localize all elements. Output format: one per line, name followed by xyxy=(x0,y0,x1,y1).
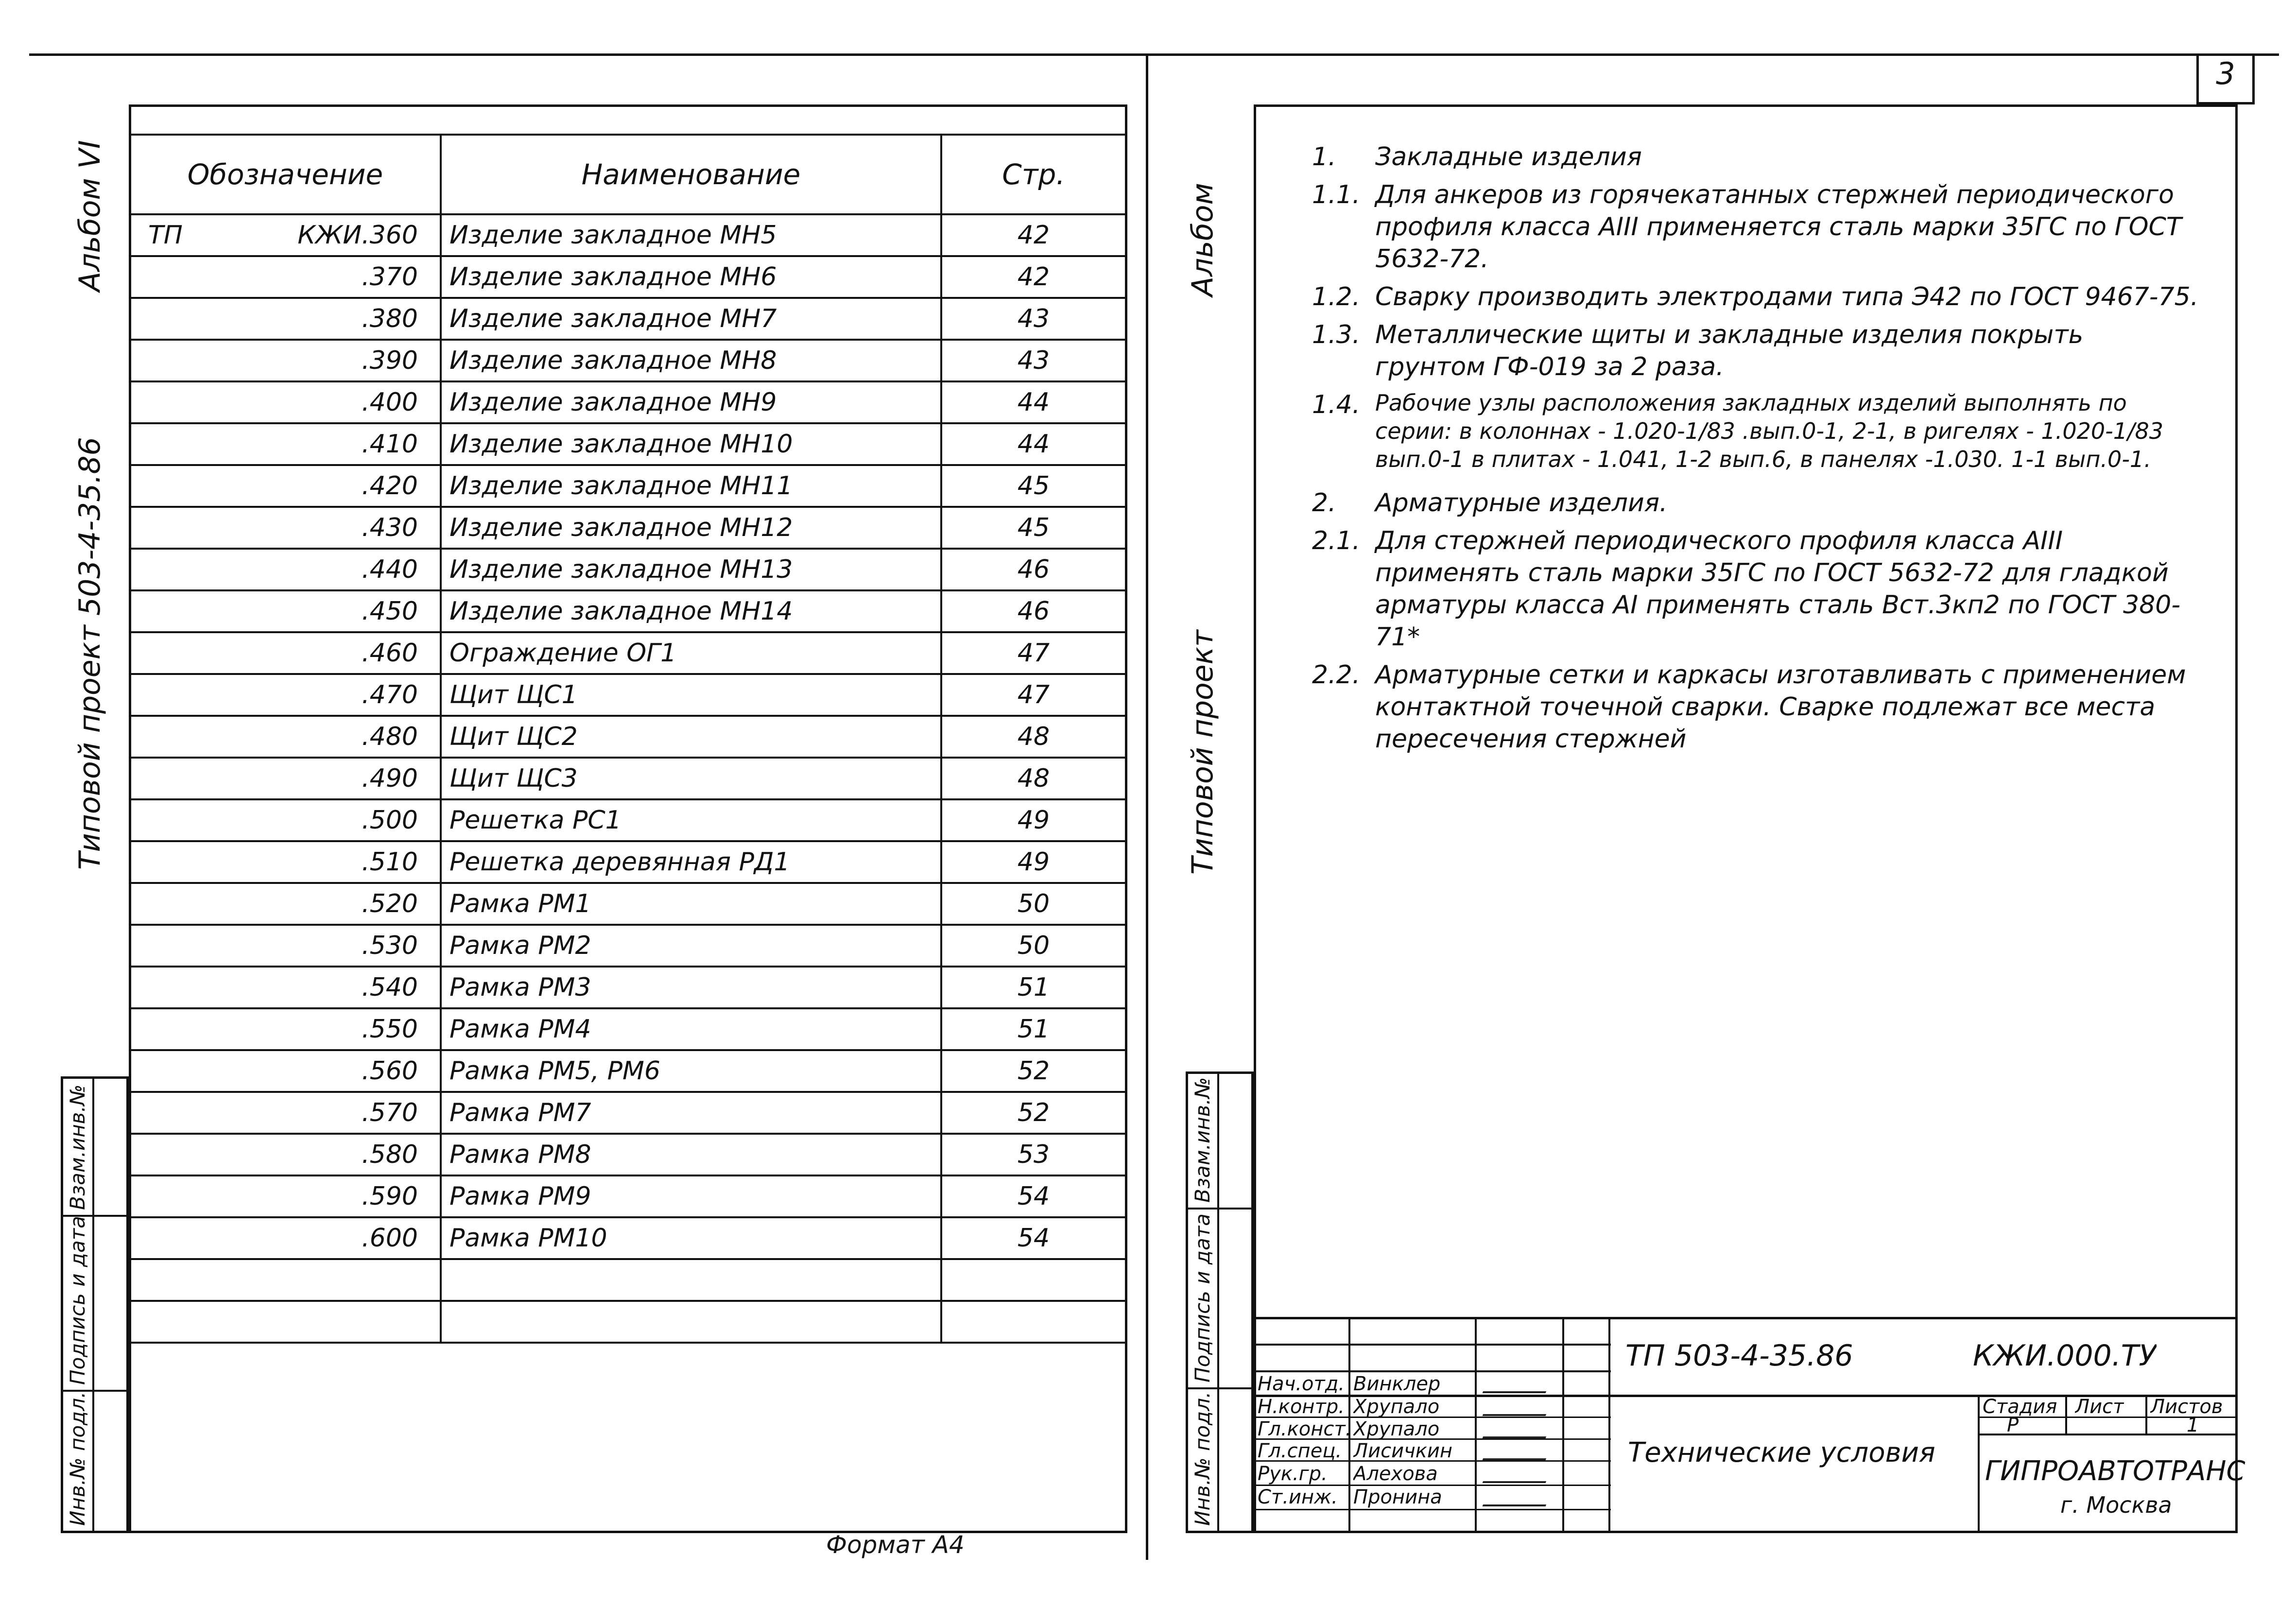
stamp-role: Гл.конст. xyxy=(1258,1418,1352,1440)
empty-cell xyxy=(941,1301,1126,1343)
note-number: 1.1. xyxy=(1312,180,1361,209)
stamp-org: ГИПРОАВТОТРАНС xyxy=(1985,1455,2245,1487)
row-designation xyxy=(130,925,441,967)
table-row xyxy=(130,1175,1126,1217)
note-item xyxy=(1312,525,2201,653)
row-name: Изделие закладное МН7 xyxy=(441,298,941,340)
row-page: 42 xyxy=(941,214,1126,256)
row-name: Ограждение ОГ1 xyxy=(441,632,941,674)
stamp-person-name: Винклер xyxy=(1353,1373,1441,1395)
signature-mark xyxy=(1483,1495,1550,1506)
row-designation xyxy=(130,549,441,590)
row-name: Рамка РМ3 xyxy=(441,967,941,1008)
note-number: 1.3. xyxy=(1312,320,1361,349)
table-row xyxy=(130,841,1126,883)
note-item xyxy=(1312,319,2201,383)
note-number: 1. xyxy=(1312,142,1336,172)
row-name: Щит ЩС3 xyxy=(441,758,941,799)
row-designation xyxy=(130,590,441,632)
designation-code: .600 xyxy=(362,1224,418,1253)
stamp-person-name: Хрупало xyxy=(1353,1396,1440,1418)
designation-code: .550 xyxy=(362,1015,418,1044)
row-name: Рамка РМ4 xyxy=(441,1008,941,1050)
row-name: Рамка РМ2 xyxy=(441,925,941,967)
stamp-project-code: ТП 503-4-35.86 xyxy=(1625,1339,1853,1373)
top-border-left xyxy=(29,53,1147,56)
row-name: Рамка РМ8 xyxy=(441,1134,941,1175)
table-row xyxy=(130,967,1126,1008)
designation-code: .410 xyxy=(362,430,418,459)
table-row xyxy=(130,883,1126,925)
table-row xyxy=(130,298,1126,340)
stamp-sheets-value: 1 xyxy=(2187,1414,2199,1436)
designation-code: .560 xyxy=(362,1056,418,1086)
row-designation xyxy=(130,340,441,381)
page-divider xyxy=(1146,53,1148,1560)
note-text: Металлические щиты и закладные изделия покрыть грунтом ГФ-019 за 2 раза. xyxy=(1375,320,2084,381)
table-row xyxy=(130,381,1126,423)
designation-code: .570 xyxy=(362,1098,418,1127)
row-designation xyxy=(130,465,441,507)
note-item xyxy=(1312,141,2201,173)
stamp-rule xyxy=(1254,1370,1611,1372)
note-text: Закладные изделия xyxy=(1375,142,1642,172)
stamp-person-name: Алехова xyxy=(1353,1463,1438,1485)
table-row xyxy=(130,549,1126,590)
stamp-person-name: Лисичкин xyxy=(1353,1440,1453,1462)
stamp-rule xyxy=(1562,1317,1564,1533)
signature-mark xyxy=(1483,1404,1550,1416)
row-designation xyxy=(130,1092,441,1134)
note-item xyxy=(1312,487,2201,519)
note-text: Арматурные изделия. xyxy=(1375,488,1668,518)
right-inv-no-label: Инв.№ подл. xyxy=(1191,1391,1214,1526)
margin-rule xyxy=(92,1076,94,1533)
row-name: Изделие закладное МН8 xyxy=(441,340,941,381)
designation-code: .380 xyxy=(362,304,418,333)
row-designation xyxy=(130,1008,441,1050)
stamp-role: Ст.инж. xyxy=(1258,1486,1338,1508)
left-project-label: Типовой проект 503-4-35.86 xyxy=(73,437,107,870)
row-name: Рамка РМ1 xyxy=(441,883,941,925)
stamp-rule xyxy=(1254,1344,1611,1346)
note-number: 1.4. xyxy=(1312,390,1361,419)
note-item xyxy=(1312,659,2201,755)
stamp-title: Технические условия xyxy=(1628,1437,1935,1469)
row-designation xyxy=(130,967,441,1008)
designation-code: .520 xyxy=(362,889,418,918)
table-row xyxy=(130,1134,1126,1175)
row-page: 53 xyxy=(941,1134,1126,1175)
row-designation xyxy=(130,674,441,716)
stamp-person-name: Хрупало xyxy=(1353,1418,1440,1440)
table-row xyxy=(130,1217,1126,1259)
left-replace-inv-label: Взам.инв.№ xyxy=(66,1084,89,1210)
stamp-rule xyxy=(2065,1395,2067,1434)
table-row xyxy=(130,340,1126,381)
row-designation xyxy=(130,214,441,256)
row-page: 52 xyxy=(941,1050,1126,1092)
designation-code: .400 xyxy=(362,388,418,417)
designation-code: .430 xyxy=(362,513,418,542)
row-designation xyxy=(130,1050,441,1092)
row-name: Изделие закладное МН12 xyxy=(441,507,941,549)
row-name: Рамка РМ10 xyxy=(441,1217,941,1259)
stamp-stage-label: Стадия xyxy=(1983,1396,2057,1418)
note-number: 2.2. xyxy=(1312,660,1361,690)
stamp-city: г. Москва xyxy=(2060,1492,2172,1518)
row-page: 46 xyxy=(941,590,1126,632)
row-page: 46 xyxy=(941,549,1126,590)
table-row xyxy=(130,1092,1126,1134)
row-designation xyxy=(130,1134,441,1175)
left-inv-no-label: Инв.№ подл. xyxy=(66,1391,89,1526)
row-page: 45 xyxy=(941,465,1126,507)
row-name: Рамка РМ7 xyxy=(441,1092,941,1134)
right-album-label: Альбом xyxy=(1186,183,1220,296)
designation-code: .460 xyxy=(362,639,418,668)
row-page: 49 xyxy=(941,841,1126,883)
row-name: Изделие закладное МН14 xyxy=(441,590,941,632)
row-page: 44 xyxy=(941,381,1126,423)
row-designation xyxy=(130,256,441,298)
row-name: Изделие закладное МН6 xyxy=(441,256,941,298)
row-page: 49 xyxy=(941,799,1126,841)
designation-code: .540 xyxy=(362,973,418,1002)
page-number: 3 xyxy=(2216,56,2235,91)
table-header-row xyxy=(130,135,1126,214)
stamp-role: Н.контр. xyxy=(1258,1396,1345,1418)
format-label: Формат А4 xyxy=(826,1531,965,1559)
margin-rule xyxy=(1186,1208,1254,1210)
row-designation xyxy=(130,381,441,423)
designation-code: .510 xyxy=(362,847,418,877)
row-page: 48 xyxy=(941,716,1126,758)
row-name: Изделие закладное МН9 xyxy=(441,381,941,423)
row-name: Изделие закладное МН5 xyxy=(441,214,941,256)
empty-cell xyxy=(941,1259,1126,1301)
stamp-rule xyxy=(1475,1317,1477,1533)
row-page: 47 xyxy=(941,632,1126,674)
specification-table xyxy=(129,134,1127,1344)
stamp-role: Рук.гр. xyxy=(1258,1463,1328,1485)
table-row xyxy=(130,632,1126,674)
technical-notes xyxy=(1312,141,2201,761)
stamp-sheet-label: Лист xyxy=(2075,1396,2124,1418)
row-page: 47 xyxy=(941,674,1126,716)
signature-mark xyxy=(1483,1449,1550,1460)
top-border-right xyxy=(1147,53,2279,56)
designation-code: .490 xyxy=(362,764,418,793)
stamp-rule xyxy=(1608,1317,1610,1533)
header-page: Стр. xyxy=(941,135,1126,214)
designation-code: .480 xyxy=(362,722,418,751)
signature-mark xyxy=(1483,1427,1550,1438)
row-page: 44 xyxy=(941,423,1126,465)
row-designation xyxy=(130,883,441,925)
left-album-label: Альбом VI xyxy=(73,140,107,292)
table-row xyxy=(130,590,1126,632)
row-designation xyxy=(130,758,441,799)
margin-rule xyxy=(1217,1071,1219,1533)
designation-code: .580 xyxy=(362,1140,418,1169)
note-number: 1.2. xyxy=(1312,282,1361,311)
row-designation xyxy=(130,507,441,549)
row-name: Щит ЩС1 xyxy=(441,674,941,716)
table-row xyxy=(130,799,1126,841)
signature-mark xyxy=(1483,1382,1550,1393)
designation-code: КЖИ.360 xyxy=(297,221,418,250)
row-page: 50 xyxy=(941,925,1126,967)
row-name: Изделие закладное МН10 xyxy=(441,423,941,465)
row-page: 43 xyxy=(941,298,1126,340)
right-project-label: Типовой проект xyxy=(1186,630,1220,875)
row-page: 50 xyxy=(941,883,1126,925)
note-number: 2.1. xyxy=(1312,526,1361,555)
row-name: Решетка РС1 xyxy=(441,799,941,841)
row-designation xyxy=(130,841,441,883)
right-replace-inv-label: Взам.инв.№ xyxy=(1191,1077,1214,1203)
designation-code: .530 xyxy=(362,931,418,960)
note-number: 2. xyxy=(1312,488,1336,518)
empty-cell xyxy=(130,1259,441,1301)
row-page: 43 xyxy=(941,340,1126,381)
note-text: Рабочие узлы расположения закладных изделий выполнять по серии: в колоннах - 1.020-1/83 .вып.0-1, 2-1, в ригелях - 1.020-1/83 вып.0-1 в плитах - 1.041, 1-2 вып.6, в панелях -1.030. 1-1 вып.0-1. xyxy=(1375,390,2164,472)
row-page: 54 xyxy=(941,1175,1126,1217)
empty-cell xyxy=(130,1301,441,1343)
designation-code: .390 xyxy=(362,346,418,375)
table-row xyxy=(130,1050,1126,1092)
stamp-person-name: Пронина xyxy=(1353,1486,1442,1508)
row-designation xyxy=(130,423,441,465)
note-text: Сварку производить электродами типа Э42 по ГОСТ 9467-75. xyxy=(1375,282,2199,311)
header-name: Наименование xyxy=(441,135,941,214)
stamp-rule xyxy=(1978,1395,1980,1533)
row-name: Решетка деревянная РД1 xyxy=(441,841,941,883)
table-row xyxy=(130,256,1126,298)
table-row xyxy=(130,1008,1126,1050)
row-name: Рамка РМ9 xyxy=(441,1175,941,1217)
row-designation xyxy=(130,799,441,841)
table-row xyxy=(130,716,1126,758)
row-name: Изделие закладное МН13 xyxy=(441,549,941,590)
note-item xyxy=(1312,389,2201,473)
row-page: 51 xyxy=(941,967,1126,1008)
stamp-role: Нач.отд. xyxy=(1258,1373,1345,1395)
designation-code: .470 xyxy=(362,680,418,709)
stamp-sheets-label: Листов xyxy=(2150,1396,2223,1418)
designation-code: .450 xyxy=(362,597,418,626)
row-designation xyxy=(130,1175,441,1217)
note-item xyxy=(1312,281,2201,313)
designation-code: .370 xyxy=(362,262,418,292)
signature-mark xyxy=(1483,1471,1550,1483)
note-text: Для анкеров из горячекатанных стержней периодического профиля класса АIII применяется сталь марки 35ГС по ГОСТ 5632-72. xyxy=(1375,180,2182,274)
margin-rule xyxy=(1186,1387,1254,1389)
stamp-role: Гл.спец. xyxy=(1258,1440,1342,1462)
stamp-stage-value: Р xyxy=(2007,1414,2019,1436)
left-sign-date-label: Подпись и дата xyxy=(66,1216,89,1385)
row-page: 51 xyxy=(941,1008,1126,1050)
row-designation xyxy=(130,298,441,340)
table-row xyxy=(130,465,1126,507)
row-name: Рамка РМ5, РМ6 xyxy=(441,1050,941,1092)
row-page: 54 xyxy=(941,1217,1126,1259)
row-page: 45 xyxy=(941,507,1126,549)
table-row xyxy=(130,925,1126,967)
empty-row xyxy=(130,1259,1126,1301)
empty-cell xyxy=(441,1301,941,1343)
stamp-doc-code: КЖИ.000.ТУ xyxy=(1973,1339,2157,1373)
empty-row xyxy=(130,1301,1126,1343)
row-designation xyxy=(130,716,441,758)
designation-code: .590 xyxy=(362,1182,418,1211)
table-row xyxy=(130,674,1126,716)
header-designation: Обозначение xyxy=(130,135,441,214)
table-row xyxy=(130,423,1126,465)
row-designation xyxy=(130,632,441,674)
designation-code: .440 xyxy=(362,555,418,584)
note-text: Арматурные сетки и каркасы изготавливать с применением контактной точечной сварки. Сварке подлежат все места пересечения стержней xyxy=(1375,660,2186,754)
table-row xyxy=(130,214,1126,256)
row-page: 42 xyxy=(941,256,1126,298)
stamp-rule xyxy=(2145,1395,2147,1434)
stamp-rule xyxy=(1254,1509,1611,1510)
row-designation xyxy=(130,1217,441,1259)
designation-code: .500 xyxy=(362,806,418,835)
table-row xyxy=(130,507,1126,549)
row-page: 52 xyxy=(941,1092,1126,1134)
note-text: Для стержней периодического профиля класса АIII применять сталь марки 35ГС по ГОСТ 5632-72 для гладкой арматуры класса АI применять сталь Вст.3кп2 по ГОСТ 380-71* xyxy=(1375,526,2181,652)
designation-code: .420 xyxy=(362,471,418,501)
designation-prefix: ТП xyxy=(148,221,183,250)
note-item xyxy=(1312,179,2201,275)
row-name: Щит ЩС2 xyxy=(441,716,941,758)
row-page: 48 xyxy=(941,758,1126,799)
table-row xyxy=(130,758,1126,799)
row-name: Изделие закладное МН11 xyxy=(441,465,941,507)
right-sign-date-label: Подпись и дата xyxy=(1191,1213,1214,1382)
empty-cell xyxy=(441,1259,941,1301)
